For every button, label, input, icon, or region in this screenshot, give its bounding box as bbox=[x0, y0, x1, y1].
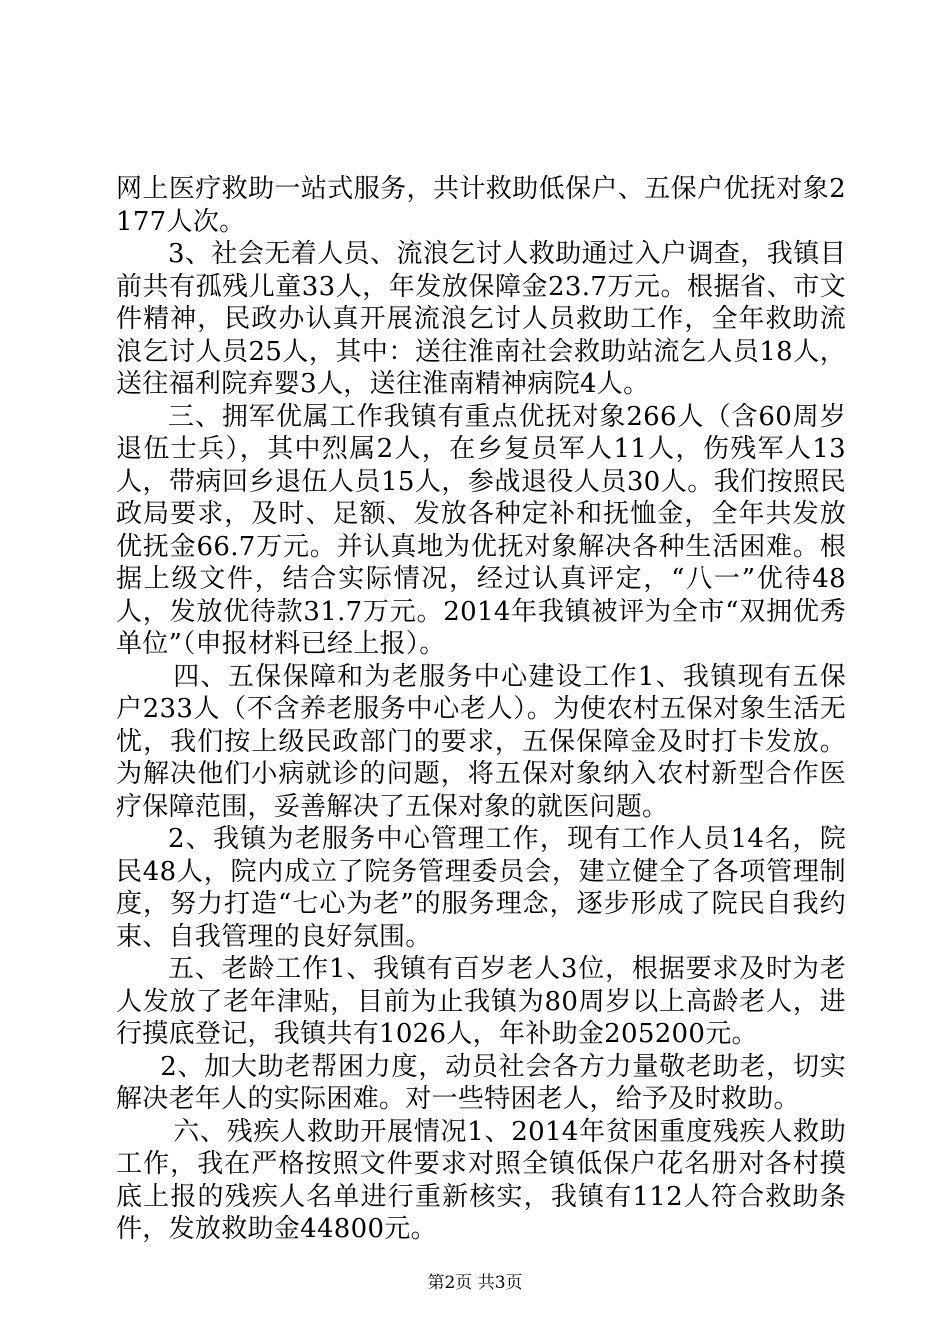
paragraph-4: 四、五保保障和为老服务中心建设工作1、我镇现有五保户233人（不含养老服务中心老人）。为使农村五保对象生活无忧，我们按上级民政部门的要求，五保保障金及时打卡发放。为解决他们小病就诊的问题，将五保对象纳入农村新型合作医疗保障范围，妥善解决了五保对象的就医问题。 bbox=[116, 661, 846, 822]
paragraph-2: 3、社会无着人员、流浪乞讨人救助通过入户调查，我镇目前共有孤残儿童33人，年发放保障金23.7万元。根据省、市文件精神，民政办认真开展流浪乞讨人员救助工作，全年救助流浪乞讨人员25人，其中：送往淮南社会救助站流乞人员18人，送往福利院弃婴3人，送往淮南精神病院4人。 bbox=[116, 239, 846, 399]
page-footer bbox=[0, 1272, 950, 1294]
document-body bbox=[116, 173, 846, 1246]
paragraph-7: 2、加大助老帮困力度，动员社会各方力量敬老助老，切实解决老年人的实际困难。对一些特困老人，给予及时救助。 bbox=[116, 1051, 846, 1114]
paragraph-8: 六、残疾人救助开展情况1、2014年贫困重度残疾人救助工作，我在严格按照文件要求对照全镇低保户花名册对各村摸底上报的残疾人名单进行重新核实，我镇有112人符合救助条件，发放救助金44800元。 bbox=[116, 1116, 846, 1244]
paragraph-6: 五、老龄工作1、我镇有百岁老人3位，根据要求及时为老人发放了老年津贴，目前为止我镇为80周岁以上高龄老人，进行摸底登记，我镇共有1026人，年补助金205200元。 bbox=[116, 954, 846, 1049]
paragraph-5: 2、我镇为老服务中心管理工作，现有工作人员14名，院民48人，院内成立了院务管理委员会，建立健全了各项管理制度，努力打造“七心为老”的服务理念，逐步形成了院民自我约束、自我管理的良好氛围。 bbox=[116, 824, 846, 952]
page-number-label: 第2页 共3页 bbox=[427, 1273, 523, 1293]
paragraph-3: 三、拥军优属工作我镇有重点优抚对象266人（含60周岁退伍士兵），其中烈属2人，在乡复员军人11人，伤残军人13人，带病回乡退伍人员15人，参战退役人员30人。我们按照民政局要求，及时、足额、发放各种定补和抚恤金，全年共发放优抚金66.7万元。并认真地为优抚对象解决各种生活困难。根据上级文件，结合实际情况，经过认真评定，“八一”优待48人，发放优待款31.7万元。2014年我镇被评为全市“双拥优秀单位”（申报材料已经上报）。 bbox=[116, 401, 846, 659]
paragraph-1: 网上医疗救助一站式服务，共计救助低保户、五保户优抚对象2177人次。 bbox=[116, 174, 846, 237]
